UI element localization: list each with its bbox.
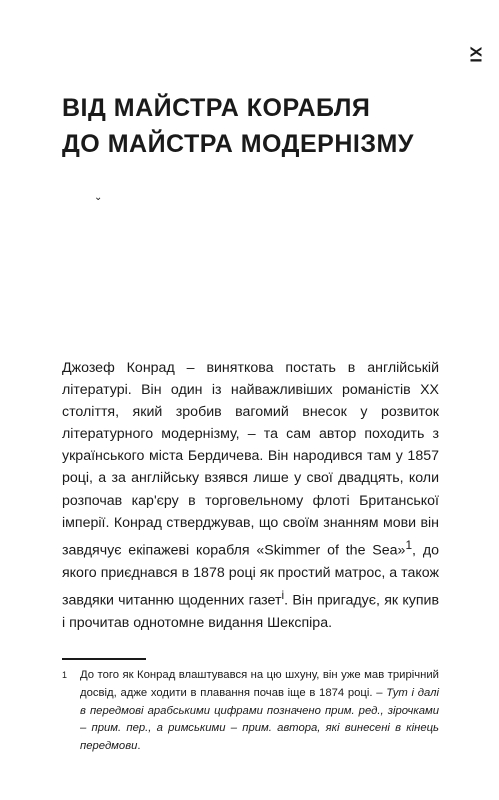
body-text-part-2: , до якого приєднався в 1878 році як простий матрос, а також завдяки читанню щоденних газет	[62, 542, 440, 609]
footnote-number: 1	[62, 670, 68, 680]
chapter-title-line-2: ДО МАЙСТРА МОДЕРНІЗМУ	[62, 130, 414, 158]
footnote-ref-1: 1	[405, 537, 413, 552]
body-text-part-3: . Він пригадує, як купив і прочитав однотомне видання Шекспіра.	[62, 592, 439, 631]
footnote-tail: .	[137, 740, 141, 753]
footnote-italic-text: Тут і далі в передмові арабськими цифрами позначено прим. ред., зірочками – прим. пер., а римськими – прим. автора, які винесені в кінець передмови	[80, 686, 440, 753]
footnote-ref-i: i	[281, 587, 285, 602]
page-number: XI	[466, 46, 484, 64]
body-paragraph	[62, 357, 439, 634]
footnote-regular-text: До того як Конрад влаштувався на цю шхуну, він уже мав трирічний досвід, адже ходити в плавання почав іще в 1874 році. –	[80, 669, 439, 699]
footnote-divider	[62, 658, 146, 660]
chapter-title	[62, 90, 462, 162]
body-text-part-1: Джозеф Конрад – виняткова постать в англійській літературі. Він один із найважливіших романістів XX століття, який зробив вагомий внесок у розвиток літературного модернізму, – та сам автор походить з українського міста Бердичева. Він народився там у 1857 році, а за англійську взявся лише у свої двадцять, коли розпочав кар'єру в торговельному флоті Британської імперії. Конрад стверджував, що своїм знанням мови він завдячує екіпажеві корабля «Skimmer of the Sea»	[62, 360, 439, 559]
chapter-title-line-1: ВІД МАЙСТРА КОРАБЛЯ	[62, 94, 371, 122]
footnote-text	[62, 667, 439, 756]
footnote	[62, 667, 439, 756]
stray-mark: ⌄	[94, 192, 103, 203]
